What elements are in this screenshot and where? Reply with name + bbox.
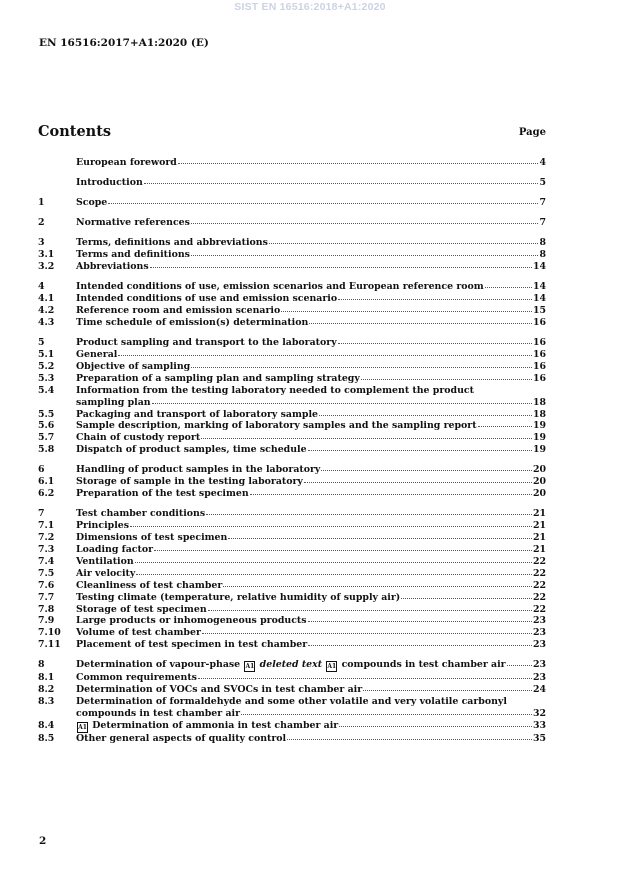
toc-leader-dots [206, 507, 532, 515]
toc-entry-page: 20 [532, 464, 546, 476]
toc-entry-title-text [76, 568, 135, 580]
toc-leader-dots [338, 292, 532, 300]
toc-entry-title-text [76, 604, 207, 616]
toc-title-part: Dispatch of product samples, time schedule [76, 444, 307, 456]
toc-entry-number: 6.1 [38, 476, 55, 488]
toc-entry-number: 3.1 [38, 249, 55, 261]
toc-leader-dots [308, 443, 532, 451]
toc-title-part: Reference room and emission scenario [76, 305, 281, 317]
toc-entry-page: 5 [539, 177, 546, 189]
toc-entry-page: 21 [532, 543, 546, 555]
toc-entry[interactable] [38, 197, 546, 209]
toc-entry-title-text [76, 520, 129, 532]
toc-entry-number: 7.2 [38, 532, 55, 544]
toc-entry-title-text [76, 349, 117, 361]
toc-entry-page: 22 [532, 567, 546, 579]
toc-title-part: Storage of sample in the testing laboratory [76, 476, 303, 488]
toc-entry[interactable] [38, 684, 546, 696]
toc-title-part: Chain of custody report [76, 432, 201, 444]
contents-heading: Contents [38, 123, 112, 140]
toc-title-part: Terms and definitions [76, 249, 190, 261]
toc-entry-page: 20 [532, 476, 546, 488]
toc-leader-dots [152, 396, 532, 404]
toc-leader-dots [361, 372, 532, 380]
toc-leader-dots [136, 567, 532, 575]
toc-entry-title-text [76, 444, 307, 456]
toc-entry-title-text [76, 317, 308, 329]
toc-entry-number: 7.8 [38, 603, 55, 615]
toc-entry[interactable] [38, 488, 546, 500]
toc-leader-dots [309, 316, 532, 324]
toc-entry-page: 22 [532, 591, 546, 603]
toc-entry-page: 15 [532, 305, 546, 317]
toc-entry[interactable] [38, 261, 546, 273]
toc-entry-number: 8 [38, 659, 45, 671]
table-of-contents [38, 157, 546, 745]
toc-leader-dots [339, 719, 532, 727]
toc-entry-title-text [76, 361, 190, 373]
toc-entry-title-text [76, 672, 197, 684]
toc-entry-number: 8.2 [38, 684, 55, 696]
toc-entry-title-text [76, 580, 222, 592]
toc-entry-number: 5.2 [38, 360, 55, 372]
toc-title-part: Air velocity [76, 567, 136, 579]
toc-entry-number: 6 [38, 464, 45, 476]
toc-title-part: Objective of sampling [76, 360, 191, 372]
toc-entry-page: 21 [532, 520, 546, 532]
toc-title-part: Storage of test specimen [76, 603, 207, 615]
toc-entry-number: 3.2 [38, 261, 55, 273]
toc-entry-number: 5.6 [38, 420, 55, 432]
toc-entry-title-text [76, 217, 190, 229]
toc-leader-dots [154, 543, 532, 551]
toc-leader-dots [478, 419, 532, 427]
toc-entry-title [76, 157, 546, 169]
toc-title-part: Loading factor [76, 543, 154, 555]
toc-entry-page: 16 [532, 372, 546, 384]
toc-title-part: Product sampling and transport to the laboratory [76, 337, 337, 349]
toc-entry-page: 14 [532, 293, 546, 305]
toc-title-part: Test chamber conditions [76, 508, 206, 520]
toc-leader-dots [287, 732, 532, 740]
toc-leader-dots [118, 348, 532, 356]
watermark: SIST EN 16516:2018+A1:2020 [234, 1, 386, 13]
toc-leader-dots [198, 671, 532, 679]
toc-leader-dots [308, 614, 532, 622]
toc-title-part: Intended conditions of use, emission scenarios and European reference room [76, 281, 484, 293]
toc-entry-page: 7 [539, 197, 546, 209]
amendment-end-marker: A1 [327, 663, 337, 671]
amendment-start-marker: A1 [245, 663, 255, 671]
toc-title-part: Ventilation [76, 555, 134, 567]
toc-entry-number: 5.1 [38, 349, 55, 360]
toc-entry-title [76, 177, 546, 189]
toc-title-part: Preparation of a sampling plan and sampling strategy [76, 372, 360, 384]
toc-entry[interactable] [38, 409, 546, 421]
toc-leader-dots [281, 304, 532, 312]
toc-entry-page: 16 [532, 337, 546, 349]
toc-entry-number: 4.3 [38, 317, 55, 328]
toc-entry-page: 7 [539, 217, 546, 229]
toc-entry-number: 7.5 [38, 567, 55, 579]
toc-title-part: compounds in test chamber air [341, 659, 506, 671]
toc-title-part: Scope [76, 197, 108, 209]
toc-title-part: Determination of vapour-phase [76, 659, 241, 671]
toc-entry-page: 18 [532, 408, 546, 420]
toc-entry-number: 4.2 [38, 305, 55, 317]
toc-entry-title [76, 733, 546, 745]
toc-leader-dots [304, 475, 532, 483]
toc-entry-title [76, 409, 546, 421]
toc-entry-number: 4.1 [38, 293, 55, 305]
toc-title-part: Abbreviations [76, 261, 149, 273]
toc-entry-number: 8.5 [38, 732, 55, 744]
toc-leader-dots [202, 626, 532, 634]
toc-entry-title [76, 261, 546, 273]
toc-entry[interactable] [38, 157, 546, 169]
toc-entry-page: 23 [532, 672, 546, 684]
toc-entry-number: 5 [38, 337, 45, 349]
toc-title-part: Sample description, marking of laboratory samples and the sampling report [76, 420, 477, 432]
toc-leader-dots [223, 579, 532, 587]
toc-title-part: Introduction [76, 177, 143, 189]
toc-entry-number: 7.3 [38, 543, 55, 555]
toc-entry-page: 23 [532, 627, 546, 639]
toc-leader-dots [250, 487, 532, 495]
toc-entry-title [76, 373, 546, 385]
page-column-heading: Page [518, 127, 546, 138]
toc-leader-dots [135, 555, 532, 563]
toc-entry[interactable] [38, 444, 546, 456]
toc-entry-page: 32 [532, 708, 546, 720]
toc-entry-number: 7.6 [38, 579, 55, 591]
toc-entry-page: 8 [539, 249, 546, 261]
toc-entry-title-line2: sampling plan [76, 396, 151, 408]
toc-entry-title-text [76, 627, 201, 639]
toc-entry[interactable] [38, 317, 546, 329]
toc-leader-dots [228, 531, 532, 539]
toc-leader-dots [338, 336, 532, 344]
toc-entry-title [76, 444, 546, 456]
toc-entry-number: 5.3 [38, 372, 55, 384]
toc-leader-dots [319, 408, 532, 416]
toc-title-part: European foreword [76, 157, 177, 168]
toc-entry-title [76, 317, 546, 329]
toc-title-part: Large products or inhomogeneous products [76, 615, 307, 627]
toc-leader-dots [178, 156, 539, 164]
toc-entry-page: 35 [532, 732, 546, 744]
toc-entry-title-text [76, 684, 362, 696]
toc-entry-number: 5.7 [38, 432, 55, 444]
toc-entry-page: 14 [532, 261, 546, 273]
toc-entry-title-text [76, 639, 307, 651]
toc-entry-number: 7.1 [38, 520, 55, 532]
toc-entry-page: 22 [532, 603, 546, 615]
toc-entry-page: 20 [532, 488, 546, 500]
toc-entry-page: 23 [532, 659, 546, 671]
toc-entry-title [76, 488, 546, 500]
toc-entry-title-text [76, 177, 143, 189]
toc-entry[interactable] [38, 733, 546, 745]
toc-title-part: General [76, 349, 118, 360]
toc-leader-dots [401, 591, 532, 599]
toc-title-part: Volume of test chamber [76, 627, 201, 639]
toc-leader-dots [308, 638, 532, 646]
toc-entry-title-line2: compounds in test chamber air [76, 708, 241, 720]
toc-entry-number: 7.4 [38, 555, 55, 567]
toc-entry-title-text [76, 409, 318, 421]
toc-entry-number: 7 [38, 508, 45, 520]
toc-entry-number: 7.11 [38, 639, 61, 651]
toc-title-part: Terms, definitions and abbreviations [76, 237, 268, 249]
toc-entry[interactable] [38, 177, 546, 189]
toc-entry-title-text [76, 464, 320, 476]
toc-title-part: Intended conditions of use and emission scenario [76, 293, 338, 305]
page-number: 2 [39, 835, 47, 847]
toc-entry-number: 6.2 [38, 488, 55, 500]
toc-entry-title-text [76, 556, 134, 568]
toc-entry-title-text [76, 197, 107, 209]
toc-entry-title-text [76, 157, 177, 169]
toc-entry-number: 5.5 [38, 408, 55, 420]
document-id: EN 16516:2017+A1:2020 (E) [39, 37, 209, 49]
toc-leader-dots [269, 236, 539, 244]
toc-leader-dots [108, 196, 538, 204]
toc-entry-page: 16 [532, 360, 546, 372]
toc-entry-number: 7.7 [38, 591, 55, 603]
toc-entry-page: 22 [532, 555, 546, 567]
toc-leader-dots [201, 431, 532, 439]
toc-title-part: Testing climate (temperature, relative humidity of supply air) [76, 591, 401, 603]
toc-entry-page: 19 [532, 420, 546, 432]
toc-entry-title-text [76, 488, 249, 500]
toc-title-part: Determination of ammonia in test chamber air [92, 719, 339, 731]
toc-entry-page: 16 [532, 317, 546, 328]
toc-title-part: Other general aspects of quality control [76, 732, 287, 744]
toc-title-part: Cleanliness of test chamber [76, 579, 223, 591]
toc-entry-title-text [76, 373, 360, 385]
toc-title-part: Time schedule of emission(s) determination [76, 317, 309, 328]
toc-leader-dots [208, 603, 532, 611]
toc-entry-page: 21 [532, 532, 546, 544]
toc-entry-number: 3 [38, 237, 45, 249]
toc-title-part: Placement of test specimen in test chamber [76, 639, 308, 651]
toc-leader-dots [241, 707, 532, 715]
toc-entry-title [76, 684, 546, 696]
toc-entry[interactable] [38, 639, 546, 651]
toc-leader-dots [144, 176, 539, 184]
toc-entry-page: 23 [532, 615, 546, 627]
toc-entry-page: 19 [532, 444, 546, 456]
toc-entry-title-text [76, 261, 149, 273]
toc-entry-title-text [76, 305, 280, 317]
toc-entry-title-line1: Determination of formaldehyde and some other volatile and very volatile carbonyl [76, 696, 507, 708]
toc-entry-title-text [76, 733, 286, 745]
toc-leader-dots [507, 658, 532, 666]
toc-entry-page: 14 [532, 281, 546, 293]
toc-entry-number: 1 [38, 197, 45, 209]
toc-leader-dots [485, 280, 532, 288]
toc-entry-number: 2 [38, 217, 45, 229]
toc-title-part: Determination of VOCs and SVOCs in test chamber air [76, 684, 363, 696]
toc-entry-title [76, 217, 546, 229]
toc-entry-number: 8.3 [38, 696, 55, 708]
toc-title-part: Packaging and transport of laboratory sample [76, 408, 318, 420]
toc-title-part: Normative references [76, 217, 190, 229]
toc-leader-dots [130, 519, 532, 527]
deleted-text-note: deleted text [259, 659, 323, 671]
toc-entry-number: 4 [38, 281, 45, 293]
toc-entry-number: 5.4 [38, 384, 55, 396]
toc-entry-number: 5.8 [38, 444, 55, 456]
toc-title-part: Dimensions of test specimen [76, 532, 228, 544]
toc-entry-number: 8.4 [38, 719, 55, 731]
toc-title-part: Handling of product samples in the laboratory [76, 464, 321, 476]
toc-entry-page: 22 [532, 579, 546, 591]
toc-entry-number: 8.1 [38, 672, 55, 684]
toc-entry-number: 7.10 [38, 627, 61, 639]
toc-leader-dots [150, 260, 532, 268]
toc-title-part: Preparation of the test specimen [76, 488, 249, 500]
toc-leader-dots [191, 216, 539, 224]
toc-entry-title-line1: Information from the testing laboratory needed to complement the product [76, 384, 474, 396]
toc-leader-dots [191, 248, 539, 256]
toc-entry-page: 16 [532, 349, 546, 360]
toc-entry-number: 7.9 [38, 615, 55, 627]
toc-title-part: Common requirements [76, 672, 197, 684]
toc-entry-page: 23 [532, 639, 546, 651]
toc-leader-dots [321, 463, 532, 471]
toc-entry-title [76, 197, 546, 209]
toc-entry-page: 19 [532, 432, 546, 444]
toc-entry-title-text [76, 432, 200, 444]
toc-entry-page: 24 [532, 684, 546, 696]
toc-entry[interactable] [38, 373, 546, 385]
toc-entry-page: 18 [532, 396, 546, 408]
toc-entry-page: 33 [532, 719, 546, 731]
toc-title-part: Principles [76, 520, 129, 532]
toc-leader-dots [363, 683, 532, 691]
toc-entry-page: 4 [539, 157, 546, 168]
toc-entry-title [76, 639, 546, 651]
toc-entry-page: 8 [539, 237, 546, 249]
toc-entry[interactable] [38, 217, 546, 229]
amendment-start-marker: A1 [78, 723, 87, 731]
toc-leader-dots [191, 360, 532, 368]
toc-entry-page: 21 [532, 508, 546, 520]
